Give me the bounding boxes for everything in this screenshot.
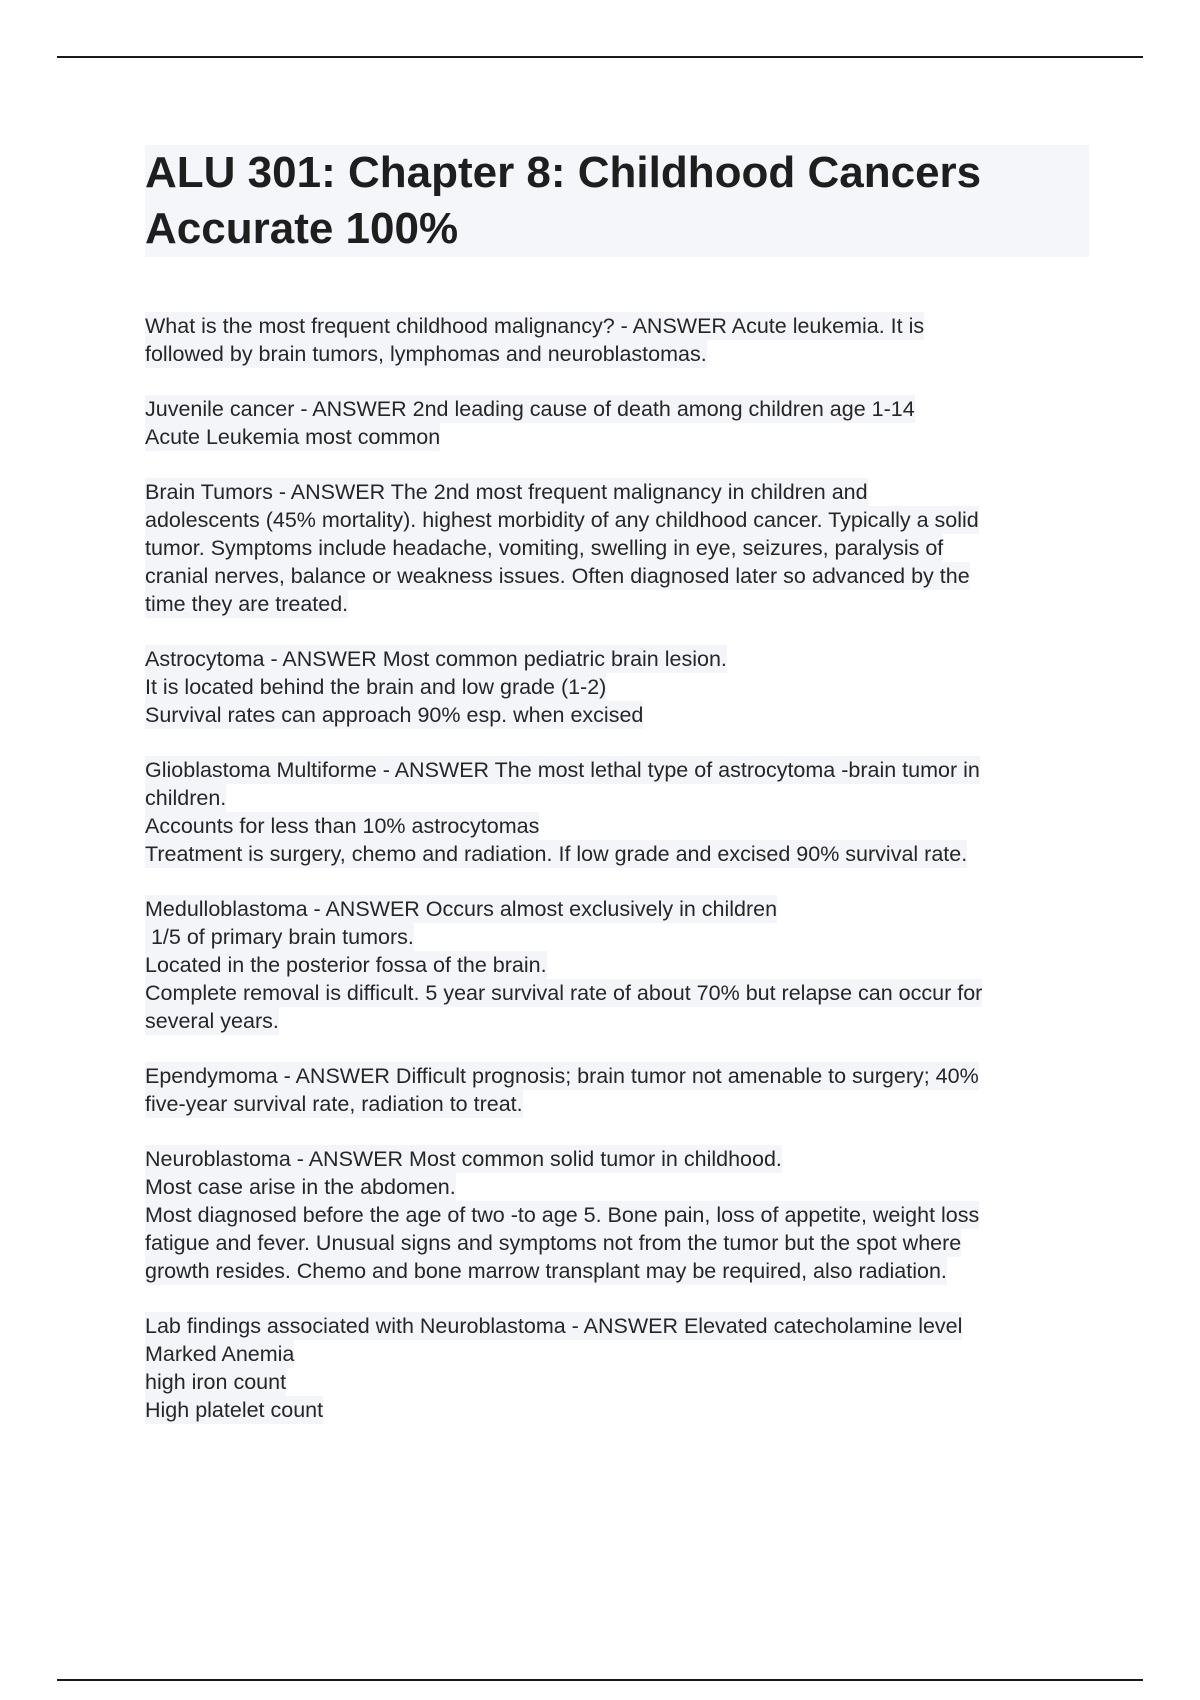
qa-answer-line: 1/5 of primary brain tumors. — [145, 925, 414, 949]
qa-answer-line: several years. — [145, 1009, 279, 1033]
qa-answer-line: Most case arise in the abdomen. — [145, 1175, 456, 1199]
qa-list — [145, 312, 1095, 1451]
qa-answer-line: followed by brain tumors, lymphomas and neuroblastomas. — [145, 342, 707, 366]
qa-answer-line: children. — [145, 786, 227, 810]
title-line: Accurate 100% — [145, 204, 459, 253]
bottom-rule — [57, 1679, 1143, 1681]
qa-question-line: Lab findings associated with Neuroblastoma - ANSWER Elevated catecholamine level — [145, 1314, 963, 1338]
qa-question-line: What is the most frequent childhood malignancy? - ANSWER Acute leukemia. It is — [145, 314, 925, 338]
qa-answer-line: growth resides. Chemo and bone marrow transplant may be required, also radiation. — [145, 1259, 947, 1283]
qa-entry — [145, 312, 1095, 368]
page-title — [145, 145, 1089, 257]
qa-question-line: Brain Tumors - ANSWER The 2nd most frequent malignancy in children and — [145, 480, 868, 504]
qa-answer-line: Acute Leukemia most common — [145, 425, 441, 449]
qa-question-line: Astrocytoma - ANSWER Most common pediatric brain lesion. — [145, 647, 727, 671]
qa-answer-line: It is located behind the brain and low grade (1-2) — [145, 675, 607, 699]
qa-answer-line: fatigue and fever. Unusual signs and symptoms not from the tumor but the spot where — [145, 1231, 962, 1255]
qa-answer-line: Complete removal is difficult. 5 year survival rate of about 70% but relapse can occur for — [145, 981, 983, 1005]
qa-answer-line: High platelet count — [145, 1398, 324, 1422]
qa-answer-line: Marked Anemia — [145, 1342, 295, 1366]
qa-answer-line: Accounts for less than 10% astrocytomas — [145, 814, 540, 838]
qa-entry — [145, 756, 1095, 868]
top-rule — [57, 56, 1143, 58]
qa-entry — [145, 395, 1095, 451]
qa-answer-line: high iron count — [145, 1370, 287, 1394]
qa-entry — [145, 1312, 1095, 1424]
qa-entry — [145, 1062, 1095, 1118]
qa-question-line: Neuroblastoma - ANSWER Most common solid tumor in childhood. — [145, 1147, 782, 1171]
qa-question-line: Medulloblastoma - ANSWER Occurs almost exclusively in children — [145, 897, 778, 921]
title-block — [145, 145, 1089, 257]
qa-answer-line: adolescents (45% mortality). highest morbidity of any childhood cancer. Typically a solid — [145, 508, 979, 532]
qa-answer-line: time they are treated. — [145, 592, 349, 616]
qa-entry — [145, 1145, 1095, 1285]
qa-answer-line: Treatment is surgery, chemo and radiation. If low grade and excised 90% survival rate. — [145, 842, 968, 866]
qa-answer-line: tumor. Symptoms include headache, vomiting, swelling in eye, seizures, paralysis of — [145, 536, 944, 560]
qa-entry — [145, 895, 1095, 1035]
qa-answer-line: cranial nerves, balance or weakness issues. Often diagnosed later so advanced by the — [145, 564, 970, 588]
qa-question-line: Ependymoma - ANSWER Difficult prognosis; brain tumor not amenable to surgery; 40% — [145, 1064, 979, 1088]
qa-answer-line: Survival rates can approach 90% esp. when excised — [145, 703, 644, 727]
qa-entry — [145, 478, 1095, 618]
qa-entry — [145, 645, 1095, 729]
title-line: ALU 301: Chapter 8: Childhood Cancers — [145, 148, 982, 197]
qa-answer-line: Located in the posterior fossa of the brain. — [145, 953, 547, 977]
qa-question-line: Glioblastoma Multiforme - ANSWER The most lethal type of astrocytoma -brain tumor in — [145, 758, 980, 782]
qa-question-line: Juvenile cancer - ANSWER 2nd leading cause of death among children age 1-14 — [145, 397, 915, 421]
qa-answer-line: Most diagnosed before the age of two -to age 5. Bone pain, loss of appetite, weight loss — [145, 1203, 980, 1227]
qa-answer-line: five-year survival rate, radiation to treat. — [145, 1092, 523, 1116]
